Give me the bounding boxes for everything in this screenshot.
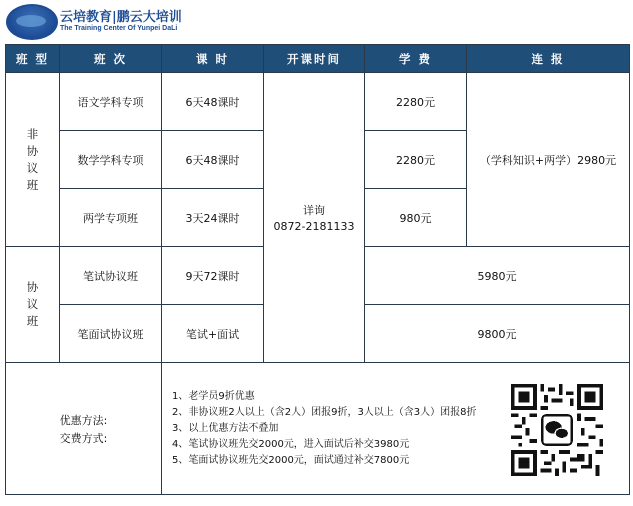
logo-icon	[6, 4, 58, 40]
class-hours: 笔试+面试	[162, 305, 264, 363]
brand-subtitle: The Training Center Of Yunpei DaLi	[60, 25, 178, 32]
header-class: 班 次	[60, 45, 162, 73]
footer-labels	[6, 363, 162, 495]
note-item: 2、非协议班2人以上（含2人）团报9折，3人以上（含3人）团报8折	[172, 406, 477, 418]
note-item: 5、笔面试协议班先交2000元，面试通过补交7800元	[172, 454, 410, 466]
class-hours: 3天24课时	[162, 189, 264, 247]
class-name: 两学专项班	[60, 189, 162, 247]
class-name: 数学学科专项	[60, 131, 162, 189]
class-fee: 980元	[365, 189, 467, 247]
class-fee: 5980元	[365, 247, 630, 305]
note-item: 3、以上优惠方法不叠加	[172, 422, 279, 434]
table-header-row	[6, 45, 630, 73]
header-class-type: 班 型	[6, 45, 60, 73]
class-fee: 2280元	[365, 131, 467, 189]
class-fee: 2280元	[365, 73, 467, 131]
start-time-cell	[264, 73, 365, 363]
group-agreement: 协议班	[6, 247, 60, 363]
discount-label: 优惠方法:	[59, 413, 108, 427]
table-row	[6, 73, 630, 131]
payment-label: 交费方式:	[59, 431, 108, 445]
note-item: 1、老学员9折优惠	[172, 390, 255, 402]
header-fee: 学 费	[365, 45, 467, 73]
class-name: 笔面试协议班	[60, 305, 162, 363]
note-item: 4、笔试协议班先交2000元，进入面试后补交3980元	[172, 438, 410, 450]
class-hours: 6天48课时	[162, 73, 264, 131]
class-fee: 9800元	[365, 305, 630, 363]
class-hours: 9天72课时	[162, 247, 264, 305]
wechat-qr-code-icon	[511, 384, 603, 476]
class-name: 语文学科专项	[60, 73, 162, 131]
header-start-time: 开课时间	[264, 45, 365, 73]
contact-phone: 0872-2181133	[273, 220, 355, 233]
header-combo: 连 报	[467, 45, 630, 73]
class-name: 笔试协议班	[60, 247, 162, 305]
brand-title: 云培教育|鹏云大培训	[60, 10, 182, 25]
header	[0, 0, 633, 40]
header-hours: 课 时	[162, 45, 264, 73]
start-time: 详询	[303, 204, 325, 217]
combo-price: （学科知识+两学）2980元	[467, 73, 630, 247]
class-hours: 6天48课时	[162, 131, 264, 189]
group-non-agreement: 非协议班	[6, 73, 60, 247]
